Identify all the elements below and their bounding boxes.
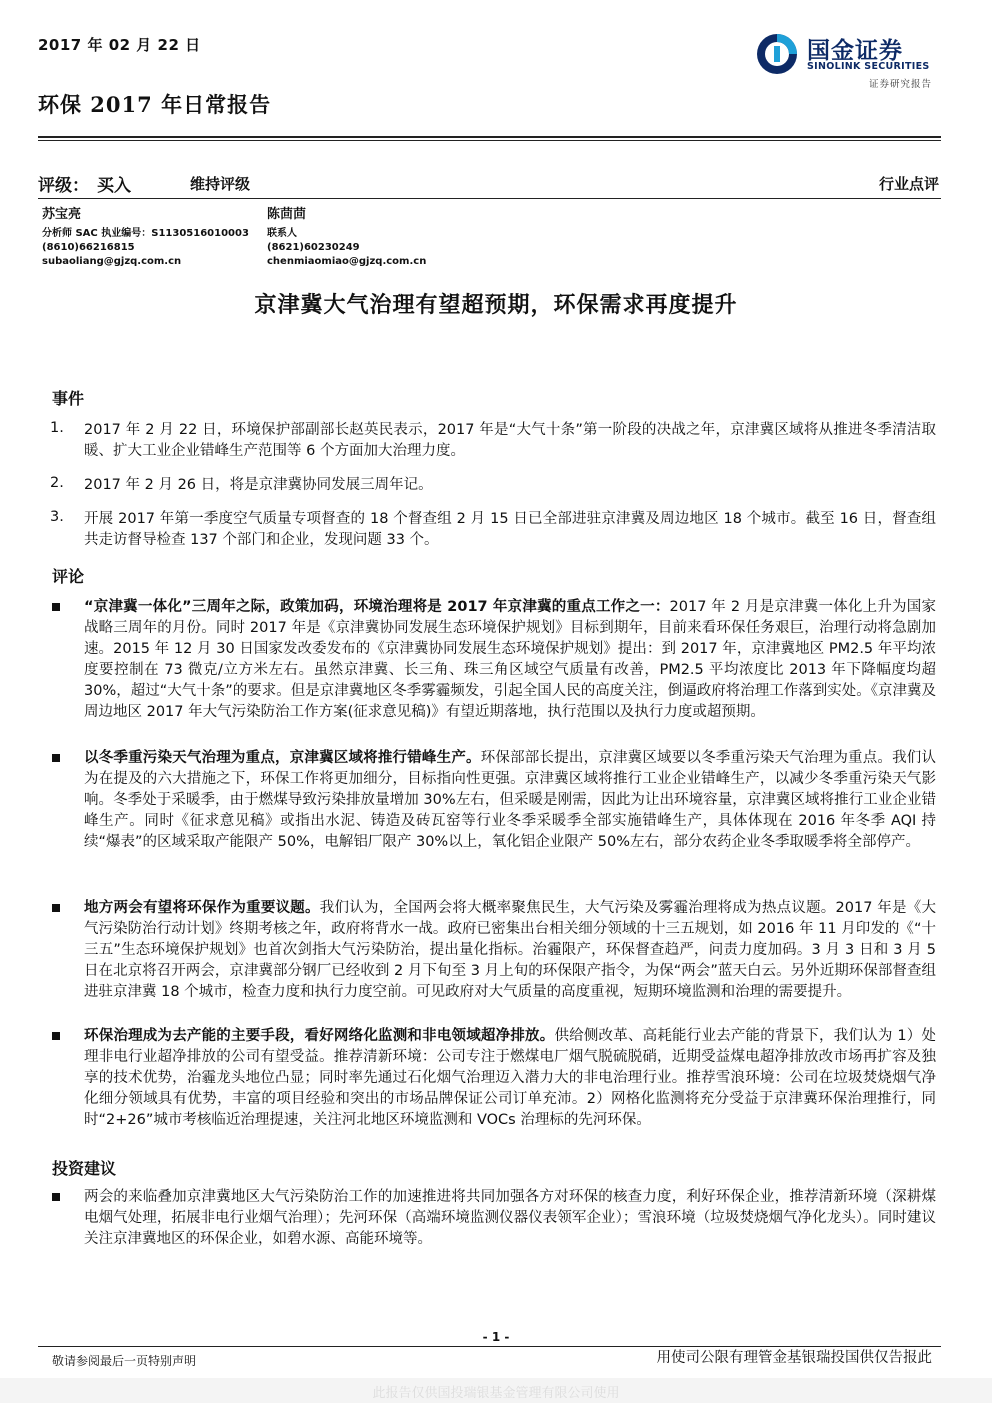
sinolink-logo-icon bbox=[755, 32, 799, 76]
event-number: 2. bbox=[50, 475, 64, 491]
logo-subtitle: 证券研究报告 bbox=[869, 79, 933, 90]
event-number: 1. bbox=[50, 420, 64, 436]
sinolink-logo bbox=[755, 30, 955, 92]
bullet-icon bbox=[52, 904, 60, 912]
rating-label: 评级： bbox=[38, 176, 89, 196]
event-number: 3. bbox=[50, 509, 64, 525]
comment-lead: 环保治理成为去产能的主要手段，看好网络化监测和非电领域超净排放。 bbox=[84, 1028, 555, 1044]
footer-watermark: 此报告仅供国投瑞银基金管理有限公司使用 bbox=[372, 1386, 620, 1401]
page-number: - 1 - bbox=[482, 1330, 510, 1344]
report-title: 环保 2017 年日常报告 bbox=[38, 92, 272, 117]
event-text: 2017 年 2 月 26 日，将是京津冀协同发展三周年记。 bbox=[84, 477, 433, 493]
comment-paragraph bbox=[84, 748, 936, 853]
analyst-name: 苏宝亮 bbox=[42, 207, 82, 222]
analyst-phone: (8610)66216815 bbox=[42, 242, 135, 253]
advice-heading: 投资建议 bbox=[52, 1159, 117, 1178]
analyst-1 bbox=[42, 208, 249, 269]
header-divider bbox=[38, 136, 941, 138]
comment-paragraph bbox=[84, 898, 936, 1003]
comment-body: 我们认为，全国两会将大概率聚焦民生，大气污染及雾霾治理将成为热点议题。2017 年是《大气污染防治行动计划》终期考核之年，政府将背水一战。政府已密集出台相关细分领域的十三五规划，如 2016 年 11 月印发的《“十三五”生态环境保护规划》也首次剑指大气污染防治，提出量化指标。治霾限产，环保督查趋严，问责力度加码。3 月 3 日和 3 月 5 日在北京将召开两会，京津冀部分钢厂已经收到 2 月下旬至 3 月上旬的环保限产指令，为保“两会”蓝天白云。另外近期环保部督查组进驻京津冀 18 个城市，检查力度和执行力度空前。可见政府对大气质量的高度重视，短期环境监测和治理的需要提升。 bbox=[84, 900, 936, 1000]
comment-paragraph bbox=[84, 597, 936, 723]
comment-body: 供给侧改革、高耗能行业去产能的背景下，我们认为 1）处理非电行业超净排放的公司有望受益。推荐清新环境：公司专注于燃煤电厂烟气脱硫脱硝，近期受益煤电超净排放改市场再扩容及独享的技术优势，治霾龙头地位凸显；同时率先通过石化烟气治理迈入潜力大的非电治理行业。推荐雪浪环境：公司在垃圾焚烧烟气净化细分领域具有优势，丰富的项目经验和突出的市场品牌保证公司订单充沛。2）网格化监测将充分受益于京津冀环保治理推行，同时“2+26”城市考核临近治理提速，关注河北地区环境监测和 VOCs 治理标的先河环保。 bbox=[84, 1028, 936, 1128]
logo-chinese-name: 国金证券 bbox=[807, 38, 903, 64]
comments-heading: 评论 bbox=[52, 567, 85, 586]
report-date: 2017 年 02 月 22 日 bbox=[38, 36, 201, 54]
rating bbox=[38, 171, 131, 196]
analyst-role: 联系人 bbox=[267, 228, 297, 239]
bullet-icon bbox=[52, 1032, 60, 1040]
comment-paragraph bbox=[84, 1026, 936, 1131]
footer-disclaimer: 敬请参阅最后一页特别声明 bbox=[52, 1354, 197, 1368]
comment-lead: 地方两会有望将环保作为重要议题。 bbox=[84, 900, 320, 916]
event-text: 开展 2017 年第一季度空气质量专项督查的 18 个督查组 2 月 15 日已全部进驻京津冀及周边地区 18 个城市。截至 16 日，督查组共走访督导检查 137 个部门和企业，发现问题 33 个。 bbox=[84, 511, 936, 548]
analyst-license: 分析师 SAC 执业编号：S1130516010003 bbox=[42, 228, 249, 239]
comment-body: 2017 年 2 月是京津冀一体化上升为国家战略三周年的月份。同时 2017 年是《京津冀协同发展生态环境保护规划》目标到期年，目前来看环保任务艰巨，治理行动将急剧加速。2015 年 12 月 30 日国家发改委发布的《京津冀协同发展生态环境保护规划》提出：到 2017 年，京津冀地区 PM2.5 年平均浓度要控制在 73 微克/立方米左右。虽然京津冀、长三角、珠三角区域空气质量有改善，PM2.5 平均浓度比 2013 年下降幅度均超 30%，超过“大气十条”的要求。但是京津冀地区冬季雾霾频发，引起全国人民的高度关注，倒逼政府将治理工作落到实处。《京津冀及周边地区 2017 年大气污染防治工作方案(征求意见稿)》有望近期落地，执行范围以及执行力度或超预期。 bbox=[84, 599, 936, 720]
analyst-2 bbox=[267, 208, 426, 269]
analyst-email: subaoliang@gjzq.com.cn bbox=[42, 256, 182, 267]
analyst-email: chenmiaomiao@gjzq.com.cn bbox=[267, 256, 427, 267]
events-heading: 事件 bbox=[52, 389, 85, 408]
analyst-phone: (8621)60230249 bbox=[267, 242, 360, 253]
rating-maintain: 维持评级 bbox=[190, 175, 251, 193]
header-divider-thin bbox=[38, 140, 941, 141]
logo-english-name: SINOLINK SECURITIES bbox=[807, 61, 930, 72]
bullet-icon bbox=[52, 754, 60, 762]
analyst-name: 陈茴茴 bbox=[267, 207, 307, 222]
comment-body: 环保部部长提出，京津冀区域要以冬季重污染天气治理为重点。我们认为在提及的六大措施之下，环保工作将更加细分，目标指向性更强。京津冀区域将推行工业企业错峰生产，以减少冬季重污染天气影响。冬季处于采暖季，由于燃煤导致污染排放量增加 30%左右，但采暖是刚需，因此为让出环境容量，京津冀区域将推行工业企业错峰生产。同时《征求意见稿》或指出水泥、铸造及砖瓦窑等行业冬季采暖季全部实施错峰生产，具体体现在 2016 年冬季 AQI 持续“爆表”的区域采取产能限产 50%，电解铝厂限产 30%以上，氧化铝企业限产 50%左右，部分农药企业冬季取暖季将全部停产。 bbox=[84, 750, 937, 850]
footer-notice: 用使司公限有理管金基银瑞投国供仅告报此 bbox=[656, 1350, 932, 1366]
comment-lead: 以冬季重污染天气治理为重点，京津冀区域将推行错峰生产。 bbox=[84, 750, 481, 766]
rating-value: 买入 bbox=[97, 176, 131, 196]
advice-text: 两会的来临叠加京津冀地区大气污染防治工作的加速推进将共同加强各方对环保的核查力度，利好环保企业，推荐清新环境（深耕煤电烟气处理，拓展非电行业烟气治理）；先河环保（高端环境监测仪器仪表领军企业）；雪浪环境（垃圾焚烧烟气净化龙头）。同时建议关注京津冀地区的环保企业，如碧水源、高能环境等。 bbox=[84, 1189, 936, 1247]
comment-lead: “京津冀一体化”三周年之际，政策加码，环境治理将是 2017 年京津冀的重点工作之一： bbox=[84, 599, 670, 615]
report-type: 行业点评 bbox=[878, 175, 939, 193]
event-text: 2017 年 2 月 22 日，环境保护部副部长赵英民表示，2017 年是“大气十条”第一阶段的决战之年，京津冀区域将从推进冬季清洁取暖、扩大工业企业错峰生产范围等 6 个方面加大治理力度。 bbox=[84, 422, 936, 459]
rating-divider bbox=[38, 198, 941, 199]
headline: 京津冀大气治理有望超预期，环保需求再度提升 bbox=[254, 292, 738, 318]
bullet-icon bbox=[52, 1193, 60, 1201]
bullet-icon bbox=[52, 603, 60, 611]
